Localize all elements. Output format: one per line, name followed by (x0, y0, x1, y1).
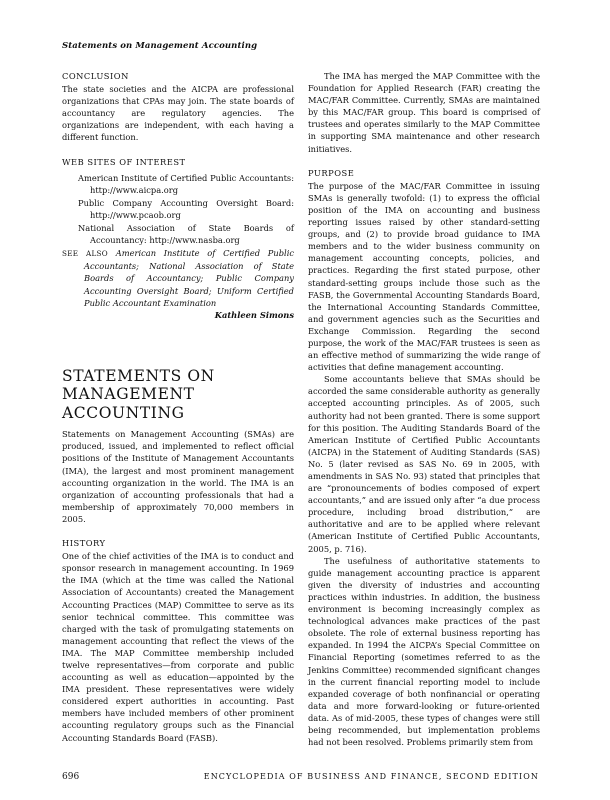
right-column (308, 70, 540, 748)
web-site-pcaob: Public Company Accounting Oversight Board: http://www.pcaob.org (78, 197, 294, 220)
conclusion-paragraph: The state societies and the AICPA are professional organizations that CPAs may join. The state boards of accountancy are regulatory agencies. The organizations are independent, with each having a different function. (62, 84, 294, 143)
history-heading: HISTORY (62, 538, 106, 549)
history-paragraph: One of the chief activities of the IMA is to conduct and sponsor research in management accounting. In 1969 the IMA (which at the time was called the National Association of Accountants) created the Management Accounting Practices (MAP) Committee to serve as its senior technical committee. This committee was charged with the task of promulgating statements on management accounting that reflect the views of the IMA. The MAP Committee membership included twelve representatives—from corporate and public accounting as well as education—appointed by the IMA president. These representatives were widely considered expert authorities in accounting. Past members have included members of other prominent accounting regulatory groups such as the Financial Accounting Standards Board (FASB). (62, 551, 294, 743)
conclusion-heading: CONCLUSION (62, 71, 129, 81)
authority-paragraph: Some accountants believe that SMAs should be accorded the same considerable authority as generally accepted accounting principles. As of 2005, such authority had not been granted. There is some support for this position. The Auditing Standards Board of the American Institute of Certified Public Accountants (AICPA) in the Statement of Auditing Standards (SAS) No. 5 (later revised as SAS No. 69 in 2005, with amendments in SAS No. 93) stated that principles that are “pronouncements of bodies composed of expert accountants,” and are issued only after “a due process procedure, including broad distribution,” are authoritative and are to be applied where relevant (American Institute of Certified Public Accountants, 2005, p. 716). (308, 374, 540, 554)
purpose-paragraph: The purpose of the MAC/FAR Committee in issuing SMAs is generally twofold: (1) to express the official position of the IMA on accounting and business reporting issues raised by other standard-setting groups, and (2) to provide broad guidance to IMA members and to the wider business community on management accounting concepts, policies, and practices. Regarding the first stated purpose, other standard-setting groups include those such as the FASB, the Governmental Accounting Standards Board, the International Accounting Standards Committee, and government agencies such as the Securities and Exchange Commission. Regarding the second purpose, the work of the MAC/FAR trustees is seen as an effective method of summarizing the wide range of activities that define management accounting. (308, 180, 540, 373)
usefulness-paragraph: The usefulness of authoritative statements to guide management accounting practice is apparent given the diversity of industries and accounting practices within industries. In addition, the business environment is becoming increasingly complex as technological advances make practices of the past obsolete. The role of external business reporting has expanded. In 1994 the AICPA’s Special Committee on Financial Reporting (sometimes referred to as the Jenkins Committee) recommended significant changes in the current financial reporting model to include expanded coverage of both nonfinancial or operating data and more forward-looking or future-oriented data. As of mid-2005, these types of changes were still being recommended, but implementation problems had not been resolved. Problems primarily stem from (308, 555, 540, 748)
see-also-label: SEE ALSO (62, 249, 108, 259)
running-head: Statements on Management Accounting (62, 41, 258, 51)
see-also-text: American Institute of Certified Public Accountants; National Association of State Boards of Accountancy; Public Company Accounting Oversight Board; Uniform Certified Public Accountant Examination (84, 248, 294, 308)
web-sites-heading: WEB SITES OF INTEREST (62, 156, 186, 167)
merged-paragraph: The IMA has merged the MAP Committee with the Foundation for Applied Research (FAR) creating the MAC/FAR Committee. Currently, SMAs are maintained by this MAC/FAR group. This board is comprised of trustees and operates similarly to the MAP Committee in supporting SMA maintenance and other research initiatives. (308, 71, 540, 154)
web-site-nasba: National Association of State Boards of Accountancy: http://www.nasba.org (78, 223, 294, 246)
web-site-aicpa: American Institute of Certified Public Accountants: http://www.aicpa.org (78, 172, 294, 195)
book-title: ENCYCLOPEDIA OF BUSINESS AND FINANCE, SECOND EDITION (203, 772, 539, 781)
purpose-heading: PURPOSE (308, 167, 355, 178)
left-column (62, 70, 294, 744)
see-also (62, 247, 294, 308)
author-name: Kathleen Simons (214, 309, 294, 320)
web-sites-list (62, 172, 294, 247)
article-title: STATEMENTS ON MANAGEMENT ACCOUNTING (62, 366, 215, 422)
page-number: 696 (62, 772, 80, 782)
intro-paragraph: Statements on Management Accounting (SMAs) are produced, issued, and implemented to reflect official positions of the Institute of Management Accountants (IMA), the largest and most prominent management accounting organization in the world. The IMA is an organization of accounting professionals that had a membership of approximately 70,000 members in 2005. (62, 429, 294, 524)
